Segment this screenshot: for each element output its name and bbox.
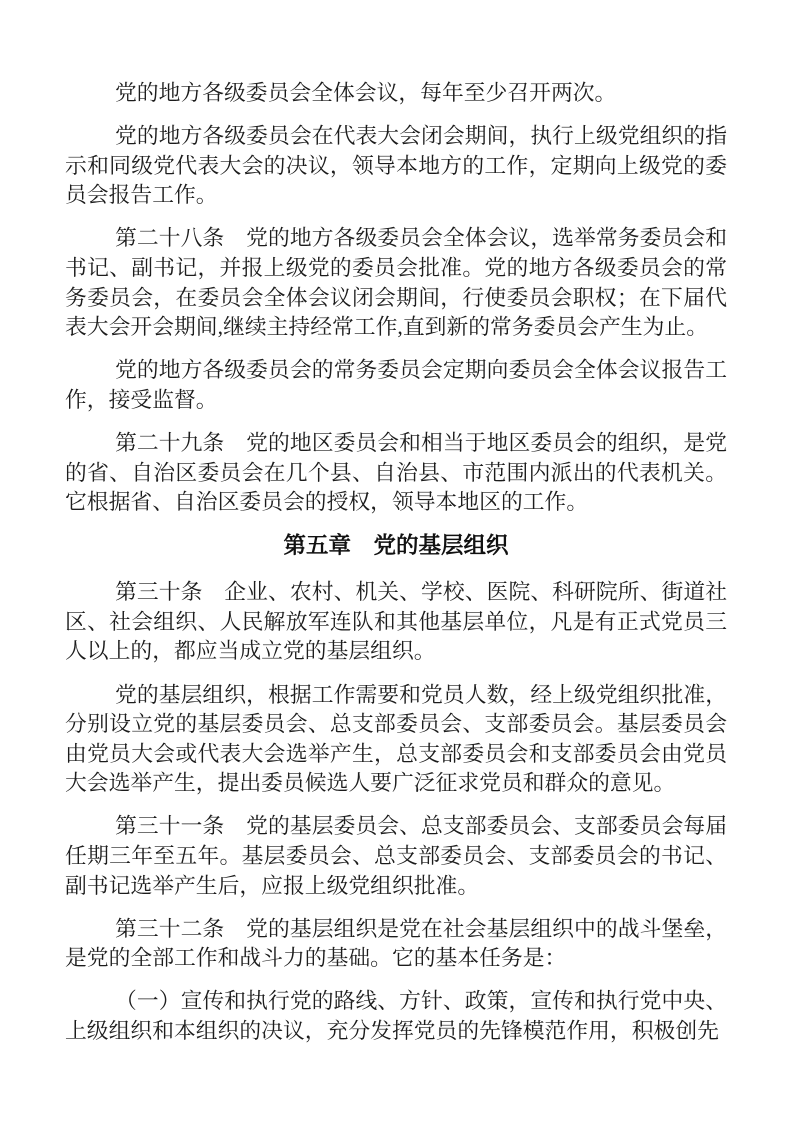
paragraph-article-29: 第二十九条 党的地区委员会和相当于地区委员会的组织，是党的省、自治区委员会在几个县、自治县、市范围内派出的代表机关。它根据省、自治区委员会的授权，领导本地区的工作。: [65, 430, 727, 515]
paragraph-local-committees-duties: 党的地方各级委员会在代表大会闭会期间，执行上级党组织的指示和同级党代表大会的决议，领导本地方的工作，定期向上级党的委员会报告工作。: [65, 124, 727, 208]
paragraph-article-31: 第三十一条 党的基层委员会、总支部委员会、支部委员会每届任期三年至五年。基层委员会、总支部委员会、支部委员会的书记、副书记选举产生后，应报上级党组织批准。: [65, 814, 727, 898]
paragraph-primary-organizations-setup: 党的基层组织，根据工作需要和党员人数，经上级党组织批准，分别设立党的基层委员会、总支部委员会、支部委员会。基层委员会由党员大会或代表大会选举产生，总支部委员会和支部委员会由党员大会选举产生，提出委员候选人要广泛征求党员和群众的意见。: [65, 682, 727, 796]
paragraph-task-item-1: （一）宣传和执行党的路线、方针、政策，宣传和执行党中央、上级组织和本组织的决议，充分发挥党员的先锋模范作用，积极创先: [65, 989, 727, 1043]
chapter-heading: 第五章 党的基层组织: [283, 533, 509, 559]
paragraph-article-28: 第二十八条 党的地方各级委员会全体会议，选举常务委员会和书记、副书记，并报上级党的委员会批准。党的地方各级委员会的常务委员会，在委员会全体会议闭会期间，行使委员会职权；在下届代表大会开会期间,继续主持经常工作,直到新的常务委员会产生为止。: [65, 226, 727, 340]
paragraph-article-32: 第三十二条 党的基层组织是党在社会基层组织中的战斗堡垒，是党的全部工作和战斗力的基础。它的基本任务是：: [65, 916, 727, 971]
paragraph-standing-committee-report: 党的地方各级委员会的常务委员会定期向委员会全体会议报告工作，接受监督。: [65, 358, 727, 412]
paragraph-plenary-sessions: 党的地方各级委员会全体会议，每年至少召开两次。: [115, 81, 617, 105]
paragraph-article-30: 第三十条 企业、农村、机关、学校、医院、科研院所、街道社区、社会组织、人民解放军连队和其他基层单位，凡是有正式党员三人以上的，都应当成立党的基层组织。: [65, 580, 727, 664]
